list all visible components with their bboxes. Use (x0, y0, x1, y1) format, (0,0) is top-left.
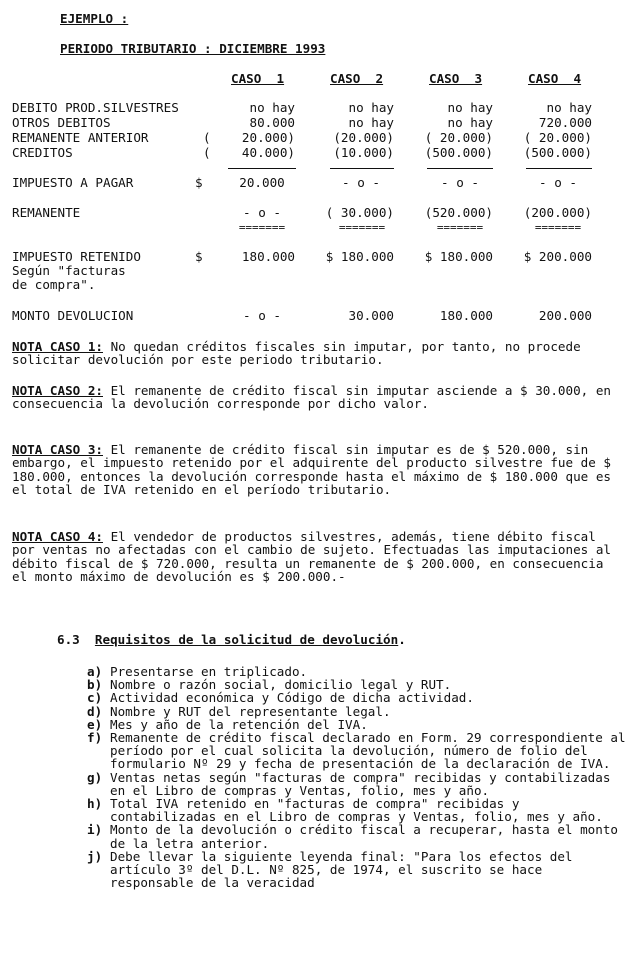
table-cell: 180.000 (241, 249, 295, 264)
periodo-heading: PERIODO TRIBUTARIO : DICIEMBRE 1993 (60, 41, 326, 56)
item-letter: h) (87, 796, 103, 812)
table-cell: 180.000 (439, 308, 493, 323)
retenido-sub1: Según "facturas (12, 263, 126, 278)
note-text: El remanente de crédito fiscal sin imputar es de $ 520.000, sin embargo, el impuesto retenido por el adquirente del producto silvestre fue de $ 180.000, entonces la devolución corresponde hasta el máximo de $ 180.000 que es el total de IVA retenido en el período tributario. (12, 442, 611, 498)
list-item (87, 797, 627, 823)
note-text: No quedan créditos fiscales sin imputar, por tanto, no procede solicitar devolución por este periodo tributario. (12, 339, 581, 368)
table-cell: no hay (348, 115, 394, 130)
table-cell: - o - (243, 205, 281, 220)
case-3-header: CASO 3 (429, 71, 483, 86)
table-cell: no hay (249, 100, 295, 115)
table-cell: $ 180.000 (424, 249, 493, 264)
note-case-3 (12, 443, 624, 497)
table-cell: 80.000 (249, 115, 295, 130)
requirements-list (87, 665, 627, 889)
table-cell: (20.000) (333, 130, 394, 145)
currency-sign: $ (195, 175, 203, 190)
table-cell: (200.000) (523, 205, 592, 220)
table-cell: 40.000) (241, 145, 295, 160)
note-label: NOTA CASO 3: (12, 442, 103, 457)
item-text: Actividad económica y Código de dicha actividad. (110, 690, 474, 706)
table-cell: $ 200.000 (523, 249, 592, 264)
table-cell: (520.000) (424, 205, 493, 220)
table-cell: 30.000 (348, 308, 394, 323)
case-2-header: CASO 2 (330, 71, 384, 86)
note-text: El vendedor de productos silvestres, además, tiene débito fiscal por ventas no afectadas con el cambio de sujeto. Efectuadas las imputaciones al débito fiscal de $ 720.000, resulta un remanente de $ 200.000, en consecuencia el monto máximo de devolución es $ 200.000.- (12, 529, 611, 585)
table-cell: ( 30.000) (325, 205, 394, 220)
section-dot: . (398, 632, 406, 647)
item-text: Monto de la devolución o crédito fiscal a recuperar, hasta el monto de la letra anterior. (110, 822, 618, 851)
paren: ( (203, 145, 211, 160)
row-label: DEBITO PROD.SILVESTRES (12, 100, 179, 115)
table-cell: no hay (546, 100, 592, 115)
retenido-sub2: de compra". (12, 277, 96, 292)
item-text: Presentarse en triplicado. (110, 664, 308, 679)
sum-rule (427, 168, 493, 169)
table-cell: ( 20.000) (424, 130, 493, 145)
item-letter: f) (87, 730, 103, 746)
table-cell: ( 20.000) (523, 130, 592, 145)
table-cell: - o - (243, 308, 281, 323)
table-cell: - o - (441, 175, 479, 190)
table-cell: 720.000 (538, 115, 592, 130)
note-case-4 (12, 530, 624, 584)
impuesto-label: IMPUESTO A PAGAR (12, 175, 134, 190)
retenido-label: IMPUESTO RETENIDO (12, 249, 141, 264)
item-text: Nombre o razón social, domicilio legal y RUT. (110, 677, 452, 693)
note-case-1 (12, 340, 624, 367)
table-cell: (500.000) (523, 145, 592, 160)
row-label: REMANENTE ANTERIOR (12, 130, 149, 145)
item-letter: g) (87, 769, 103, 785)
note-case-2 (12, 384, 624, 411)
item-text: Ventas netas según "facturas de compra" recibidas y contabilizadas en el Libro de compras y Ventas, folio, mes y año. (110, 769, 611, 798)
item-letter: j) (87, 848, 103, 864)
sum-rule (330, 168, 394, 169)
section-title: Requisitos de la solicitud de devolución (94, 632, 399, 647)
section-heading (57, 634, 406, 647)
double-rule: ======= (338, 221, 386, 234)
sum-rule (228, 168, 296, 169)
case-4-header: CASO 4 (528, 71, 582, 86)
item-letter: a) (87, 664, 103, 679)
note-label: NOTA CASO 4: (12, 529, 103, 544)
item-letter: c) (87, 690, 103, 706)
item-text: Mes y año de la retención del IVA. (110, 716, 368, 732)
table-cell: - o - (342, 175, 380, 190)
sum-rule (526, 168, 592, 169)
list-item (87, 771, 627, 797)
item-text: Total IVA retenido en "facturas de compra" recibidas y contabilizadas en el Libro de compras y Ventas, folio, mes y año. (110, 796, 603, 825)
table-cell: no hay (447, 115, 493, 130)
currency-sign: $ (195, 249, 203, 264)
list-item (87, 823, 627, 849)
ejemplo-heading: EJEMPLO : (60, 11, 129, 26)
note-text: El remanente de crédito fiscal sin imputar asciende a $ 30.000, en consecuencia la devolución corresponde por dicho valor. (12, 383, 612, 412)
remanente-label: REMANENTE (12, 205, 81, 220)
devolucion-label: MONTO DEVOLUCION (12, 308, 134, 323)
case-1-header: CASO 1 (231, 71, 285, 86)
table-cell: 20.000) (241, 130, 295, 145)
note-label: NOTA CASO 2: (12, 383, 103, 398)
item-text: Debe llevar la siguiente leyenda final: "Para los efectos del artículo 3º del D.L. Nº 825, de 1974, el suscrito se hace responsable de la veracidad (110, 848, 573, 891)
item-letter: i) (87, 822, 103, 838)
table-cell: 20.000 (239, 175, 285, 190)
note-label: NOTA CASO 1: (12, 339, 103, 354)
item-letter: e) (87, 716, 103, 732)
section-number: 6.3 (57, 632, 80, 647)
double-rule: ======= (238, 221, 286, 234)
item-letter: d) (87, 703, 103, 719)
table-cell: (500.000) (424, 145, 493, 160)
table-cell: no hay (348, 100, 394, 115)
table-cell: 200.000 (538, 308, 592, 323)
table-cell: no hay (447, 100, 493, 115)
item-letter: b) (87, 677, 103, 693)
list-item (87, 850, 627, 890)
item-text: Remanente de crédito fiscal declarado en Form. 29 correspondiente al período por el cual solicita la devolución, número de folio del formulario Nº 29 y fecha de presentación de la declaración de IVA. (110, 730, 626, 772)
table-cell: - o - (539, 175, 577, 190)
paren: ( (203, 130, 211, 145)
double-rule: ======= (534, 221, 582, 234)
double-rule: ======= (436, 221, 484, 234)
table-cell: $ 180.000 (325, 249, 394, 264)
item-text: Nombre y RUT del representante legal. (110, 703, 391, 719)
row-label: CREDITOS (12, 145, 73, 160)
table-cell: (10.000) (333, 145, 394, 160)
list-item (87, 731, 627, 771)
row-label: OTROS DEBITOS (12, 115, 111, 130)
